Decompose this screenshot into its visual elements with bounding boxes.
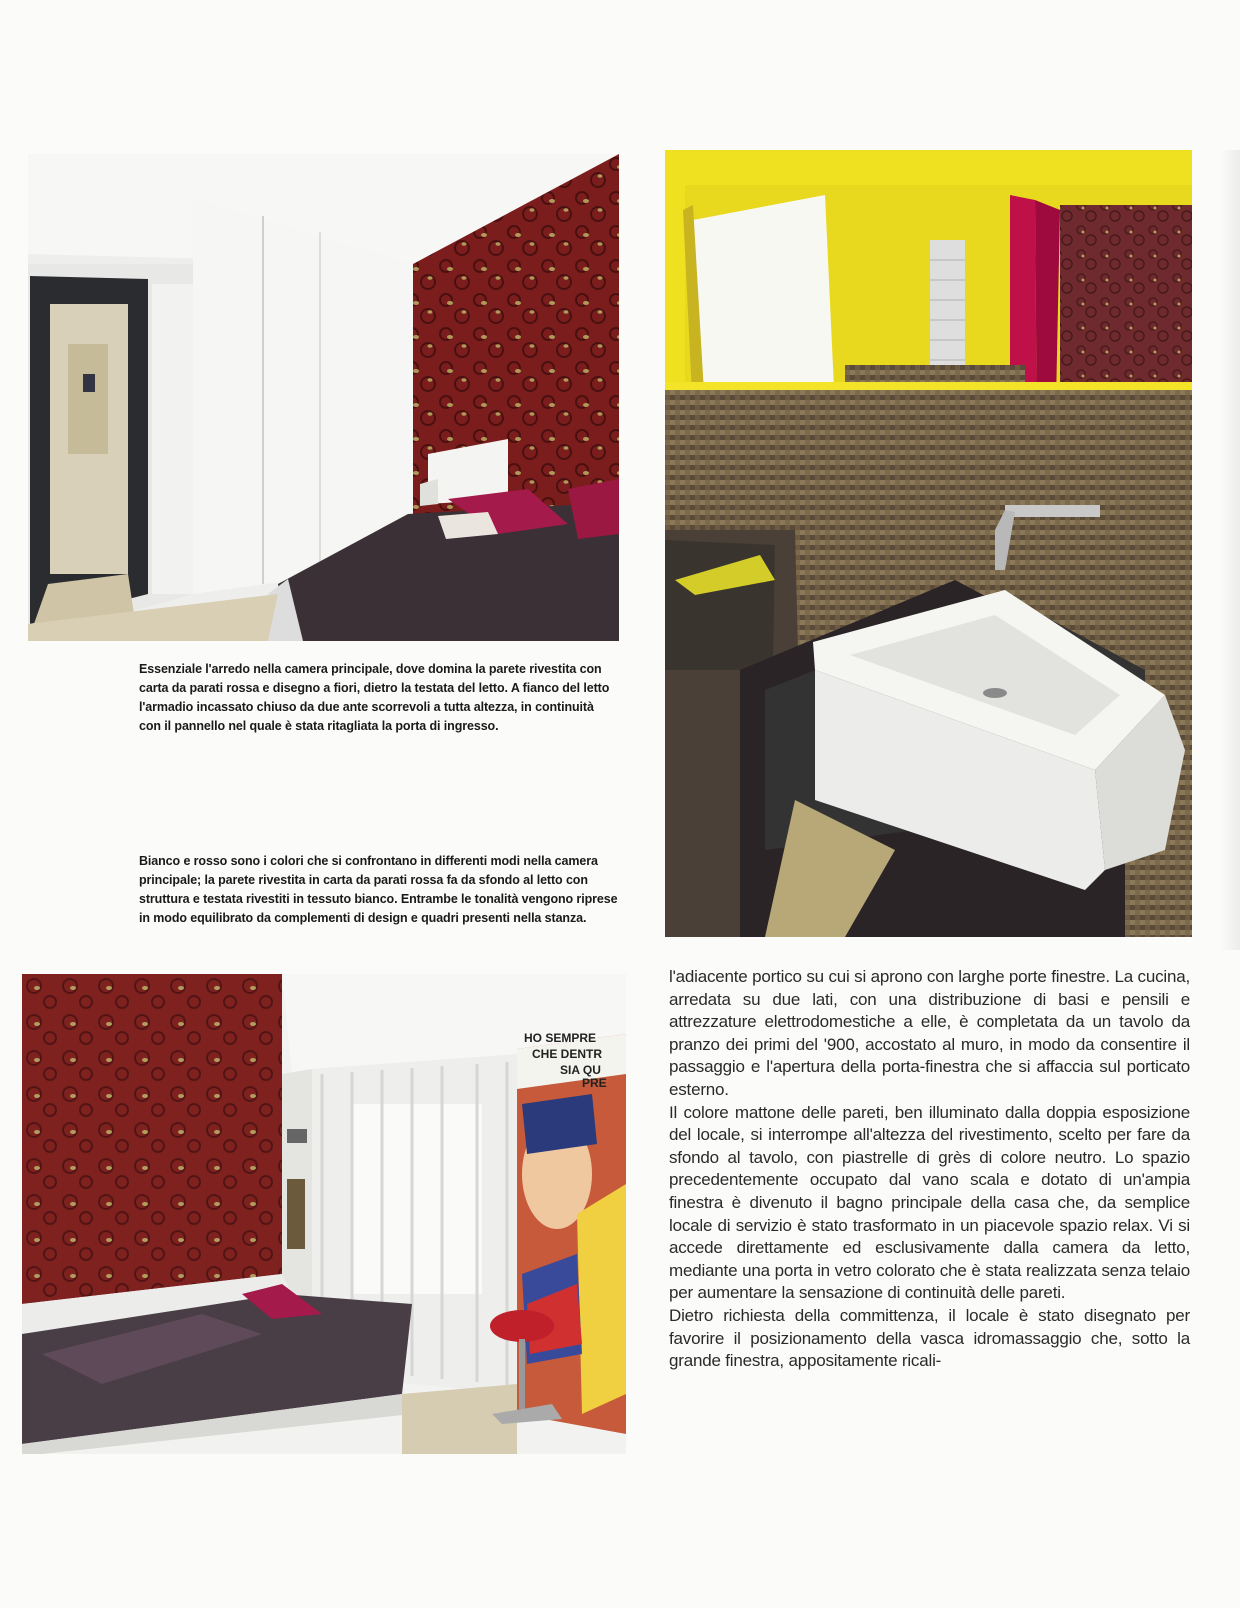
comic-text-line-1: HO SEMPRE: [524, 1031, 597, 1045]
comic-text-line-4: PRE: [582, 1076, 607, 1090]
comic-text-line-2: CHE DENTR: [532, 1047, 603, 1061]
comic-text-line-3: SIA QU: [560, 1063, 601, 1077]
bathroom-sink-photo: [665, 150, 1192, 937]
bedroom-wardrobe-photo: [28, 154, 619, 641]
bedroom-window-photo: [22, 974, 626, 1454]
photo-caption-colors: Bianco e rosso sono i colori che si confrontano in differenti modi nella camera principale; la parete rivestita in carta da parati rossa fa da sfondo al letto con struttura e testata rivestiti in tessuto bianco. Entrambe le tonalità vengono riprese in modo equilibrato da complementi di design e quadri presenti nella stanza.: [139, 854, 618, 925]
article-paragraph: l'adiacente portico su cui si aprono con larghe porte finestre. La cucina, arredata su due lati, con una distribuzione di basi e pensili e attrezzature elettrodomestiche a elle, è completata da un tavolo da pranzo dei primi del '900, accostato al muro, in modo da consentire il passaggio e l'apertura della porta-finestra che si affaccia sul porticato esterno.: [669, 967, 1190, 1099]
article-paragraph: Il colore mattone delle pareti, ben illuminato dalla doppia esposizione del locale, si interrompe all'altezza del rivestimento, scelto per fare da sfondo al tavolo, con piastrelle di grès di colore neutro. Lo spazio precedentemente occupato dal vano scala e dotato di un'ampia finestra è divenuto il bagno principale della casa che, da semplice locale di servizio è stato trasformato in un piacevole spazio relax. Vi si accede direttamente ed esclusivamente dalla camera da letto, mediante una porta in vetro colorato che è stata realizzata senza telaio per aumentare la sensazione di continuità delle pareti.: [669, 1102, 1190, 1303]
photo-caption-bedroom: Essenziale l'arredo nella camera principale, dove domina la parete rivestita con carta da parati rossa e disegno a fiori, dietro la testata del letto. A fianco del letto l'armadio incassato chiuso da due ante scorrevoli a tutta altezza, in continuità con il pannello nel quale è stata ritagliata la porta di ingresso.: [139, 662, 610, 733]
article-body: [669, 966, 1190, 1373]
page-edge-shadow: [1220, 150, 1240, 950]
article-paragraph: Dietro richiesta della committenza, il locale è stato disegnato per favorire il posizionamento della vasca idromassaggio che, sotto la grande finestra, appositamente ricali-: [669, 1305, 1190, 1371]
